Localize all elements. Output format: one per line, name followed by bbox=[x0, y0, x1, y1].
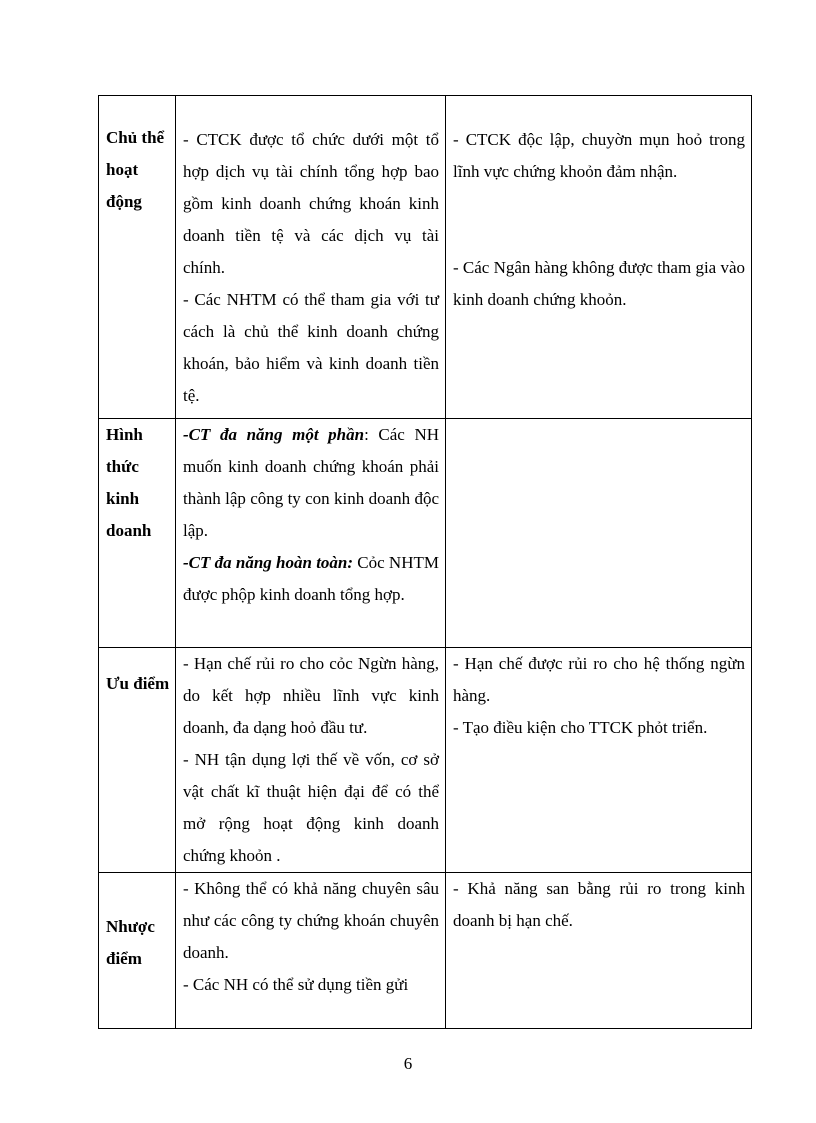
paragraph-text: : Các NH muốn kinh doanh chứng khoán phải thành lập công ty con kinh doanh độc lập. bbox=[183, 425, 439, 540]
table-row bbox=[99, 419, 752, 648]
universal-bank-cell bbox=[176, 419, 446, 648]
row-label-cell bbox=[99, 96, 176, 419]
cell-paragraph: - CTCK được tổ chức dưới một tổ hợp dịch vụ tài chính tổng hợp bao gồm kinh doanh chứng khoán kinh doanh tiền tệ và các dịch vụ tài chính. bbox=[183, 130, 439, 277]
row-label-cell bbox=[99, 873, 176, 1029]
row-label: Nhược điểm bbox=[106, 917, 155, 968]
row-label: Hình thức kinh doanh bbox=[106, 425, 152, 540]
universal-bank-cell bbox=[176, 96, 446, 419]
cell-paragraph: - Không thể có khả năng chuyên sâu như các công ty chứng khoán chuyên doanh. bbox=[183, 879, 439, 962]
paragraph-text: Cỏc NHTM được phộp kinh doanh tổng hợp. bbox=[183, 553, 439, 604]
cell-paragraph: - Các Ngân hàng không được tham gia vào kinh doanh chứng khoỏn. bbox=[453, 258, 746, 309]
cell-paragraph: - Hạn chế rủi ro cho cỏc Ngừn hàng, do kết hợp nhiều lĩnh vực kinh doanh, đa dạng hoỏ đầu tư. bbox=[183, 654, 439, 737]
row-label-cell bbox=[99, 648, 176, 873]
cell-paragraph bbox=[183, 419, 439, 547]
row-label: Ưu điểm bbox=[106, 674, 170, 693]
universal-bank-cell bbox=[176, 873, 446, 1029]
row-label: Chủ thể hoạt động bbox=[106, 128, 165, 211]
universal-bank-cell bbox=[176, 648, 446, 873]
specialized-cell bbox=[446, 96, 752, 419]
cell-paragraph bbox=[183, 547, 439, 611]
cell-paragraph: - Khả năng san bằng rủi ro trong kinh doanh bị hạn chế. bbox=[453, 879, 745, 930]
row-label-cell bbox=[99, 419, 176, 648]
page-number: 6 bbox=[403, 1054, 413, 1073]
cell-paragraph: - CTCK độc lập, chuyờn mụn hoỏ trong lĩnh vực chứng khoỏn đảm nhận. bbox=[453, 130, 745, 181]
cell-paragraph: - NH tận dụng lợi thế về vốn, cơ sở vật chất kĩ thuật hiện đại để có thể mở rộng hoạt động kinh doanh chứng khoỏn . bbox=[183, 750, 439, 865]
cell-paragraph: - Tạo điều kiện cho TTCK phỏt triển. bbox=[453, 718, 708, 737]
cell-paragraph: - Các NH có thể sử dụng tiền gửi bbox=[183, 975, 409, 994]
comparison-table bbox=[98, 95, 752, 1029]
cell-paragraph: - Hạn chế được rủi ro cho hệ thống ngừn hàng. bbox=[453, 654, 745, 705]
specialized-cell bbox=[446, 648, 752, 873]
table-row bbox=[99, 648, 752, 873]
specialized-cell bbox=[446, 419, 752, 648]
specialized-cell bbox=[446, 873, 752, 1029]
emphasis-lead: -CT đa năng hoàn toàn: bbox=[183, 553, 354, 572]
table-row bbox=[99, 873, 752, 1029]
cell-paragraph: - Các NHTM có thể tham gia với tư cách là chủ thể kinh doanh chứng khoán, bảo hiểm và kinh doanh tiền tệ. bbox=[183, 290, 439, 405]
emphasis-lead: -CT đa năng một phần bbox=[183, 425, 365, 444]
table-row bbox=[99, 96, 752, 419]
